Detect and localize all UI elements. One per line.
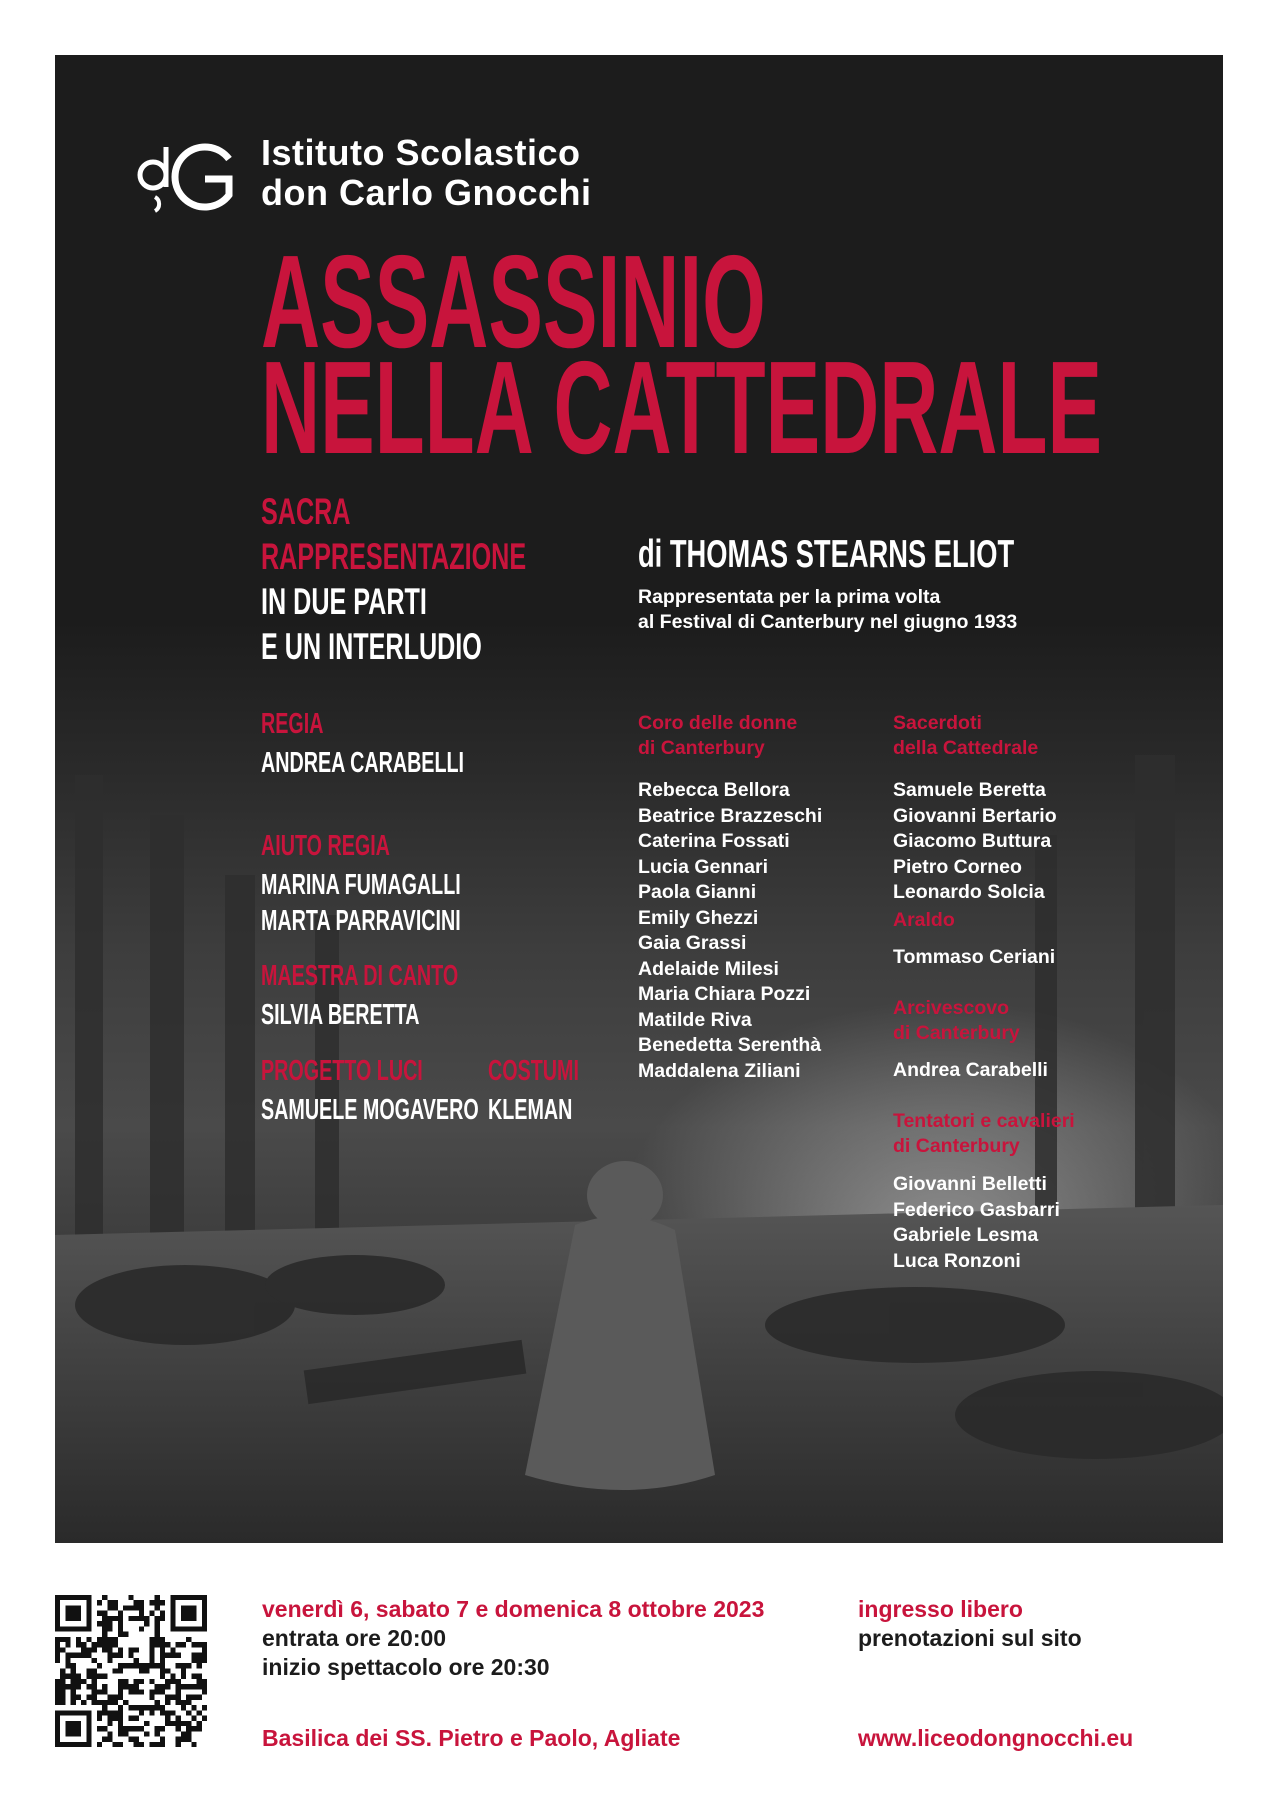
poster (55, 55, 1223, 1543)
crew-aiuto-label: AIUTO REGIA (261, 830, 390, 862)
cast-tentatori-label2: di Canterbury (893, 1135, 1020, 1157)
institute-name-line1: Istituto Scolastico (261, 132, 581, 173)
subtitle-white2: E UN INTERLUDIO (261, 626, 482, 667)
admission-free: ingresso libero (858, 1596, 1023, 1622)
cast-member: Benedetta Serenthà (638, 1034, 822, 1056)
cast-member: Gaia Grassi (638, 932, 747, 954)
subtitle-red1: SACRA (261, 491, 351, 532)
crew-luci-label: PROGETTO LUCI (261, 1055, 423, 1087)
crew-luci-name: SAMUELE MOGAVERO (261, 1094, 479, 1126)
premiere-line2: al Festival di Canterbury nel giugno 1933 (638, 611, 1018, 633)
admission-booking: prenotazioni sul sito (858, 1625, 1082, 1651)
cast-member: Pietro Corneo (893, 855, 1022, 878)
cast-tentatori-list (893, 1172, 1060, 1274)
cast-member: Giovanni Belletti (893, 1173, 1047, 1195)
cast-coro-label2: di Canterbury (638, 737, 765, 759)
cast-sacerdoti-label1: Sacerdoti (893, 712, 982, 734)
event-start-time: inizio spettacolo ore 20:30 (262, 1654, 550, 1680)
crew-costumi-name: KLEMAN (488, 1094, 573, 1126)
cast-member: Emily Ghezzi (638, 906, 759, 929)
qr-code-icon[interactable] (55, 1595, 207, 1747)
event-dates: venerdì 6, sabato 7 e domenica 8 ottobre 2023 (262, 1596, 765, 1622)
title-line2: NELLA CATTEDRALE (261, 334, 1103, 481)
cast-araldo-name: Tommaso Ceriani (893, 946, 1056, 968)
author: di THOMAS STEARNS ELIOT (638, 533, 1015, 576)
cast-arcivescovo-name: Andrea Carabelli (893, 1059, 1048, 1081)
event-info (262, 1595, 764, 1682)
cast-coro-label1: Coro delle donne (638, 712, 798, 734)
cast-sacerdoti-label2: della Cattedrale (893, 737, 1039, 759)
cast-member: Federico Gasbarri (893, 1198, 1060, 1221)
crew-regia-label: REGIA (261, 708, 324, 740)
premiere-line1: Rappresentata per la prima volta (638, 586, 941, 608)
institute-name (261, 133, 592, 213)
subtitle (261, 489, 526, 669)
dg-logo-icon (133, 135, 241, 215)
institute-name-line2: don Carlo Gnocchi (261, 172, 592, 213)
cast-sacerdoti-label (893, 711, 1038, 761)
event-entry-time: entrata ore 20:00 (262, 1625, 447, 1651)
crew-aiuto-name: MARTA PARRAVICINI (261, 905, 461, 937)
page-title (261, 228, 1103, 481)
cast-tentatori-label1: Tentatori e cavalieri (893, 1110, 1075, 1132)
cast-member: Matilde Riva (638, 1008, 752, 1031)
admission-info (858, 1595, 1082, 1653)
cast-member: Beatrice Brazzeschi (638, 804, 823, 827)
cast-member: Paola Gianni (638, 881, 757, 903)
cast-member: Leonardo Solcia (893, 881, 1045, 903)
cast-member: Luca Ronzoni (893, 1249, 1021, 1272)
cast-sacerdoti-list (893, 778, 1057, 906)
title-line1: ASSASSINIO (261, 228, 766, 375)
cast-member: Giacomo Buttura (893, 830, 1052, 852)
crew-aiuto-name: MARINA FUMAGALLI (261, 869, 461, 901)
cast-tentatori-label (893, 1109, 1075, 1159)
subtitle-white1: IN DUE PARTI (261, 581, 427, 622)
cast-arcivescovo-label (893, 996, 1020, 1046)
subtitle-red2: RAPPRESENTAZIONE (261, 536, 527, 577)
event-venue: Basilica dei SS. Pietro e Paolo, Agliate (262, 1725, 681, 1751)
crew-costumi-label: COSTUMI (488, 1055, 579, 1087)
website-link[interactable]: www.liceodongnocchi.eu (858, 1725, 1134, 1751)
cast-member: Maddalena Ziliani (638, 1059, 801, 1082)
crew-canto-label: MAESTRA DI CANTO (261, 960, 459, 992)
cast-coro-label (638, 711, 797, 761)
cast-coro-list (638, 778, 822, 1084)
cast-member: Caterina Fossati (638, 830, 790, 852)
crew-regia-name: ANDREA CARABELLI (261, 747, 465, 779)
cast-arcivescovo-label2: di Canterbury (893, 1022, 1020, 1044)
cast-member: Gabriele Lesma (893, 1224, 1039, 1246)
cast-member: Samuele Beretta (893, 779, 1046, 801)
cast-member: Adelaide Milesi (638, 957, 779, 980)
cast-member: Lucia Gennari (638, 855, 769, 878)
cast-araldo-label: Araldo (893, 909, 955, 931)
premiere-note (638, 585, 1017, 635)
cast-member: Rebecca Bellora (638, 779, 790, 801)
crew-canto-name: SILVIA BERETTA (261, 999, 420, 1031)
cast-member: Giovanni Bertario (893, 804, 1057, 827)
cast-arcivescovo-label1: Arcivescovo (893, 997, 1009, 1019)
cast-member: Maria Chiara Pozzi (638, 983, 811, 1005)
